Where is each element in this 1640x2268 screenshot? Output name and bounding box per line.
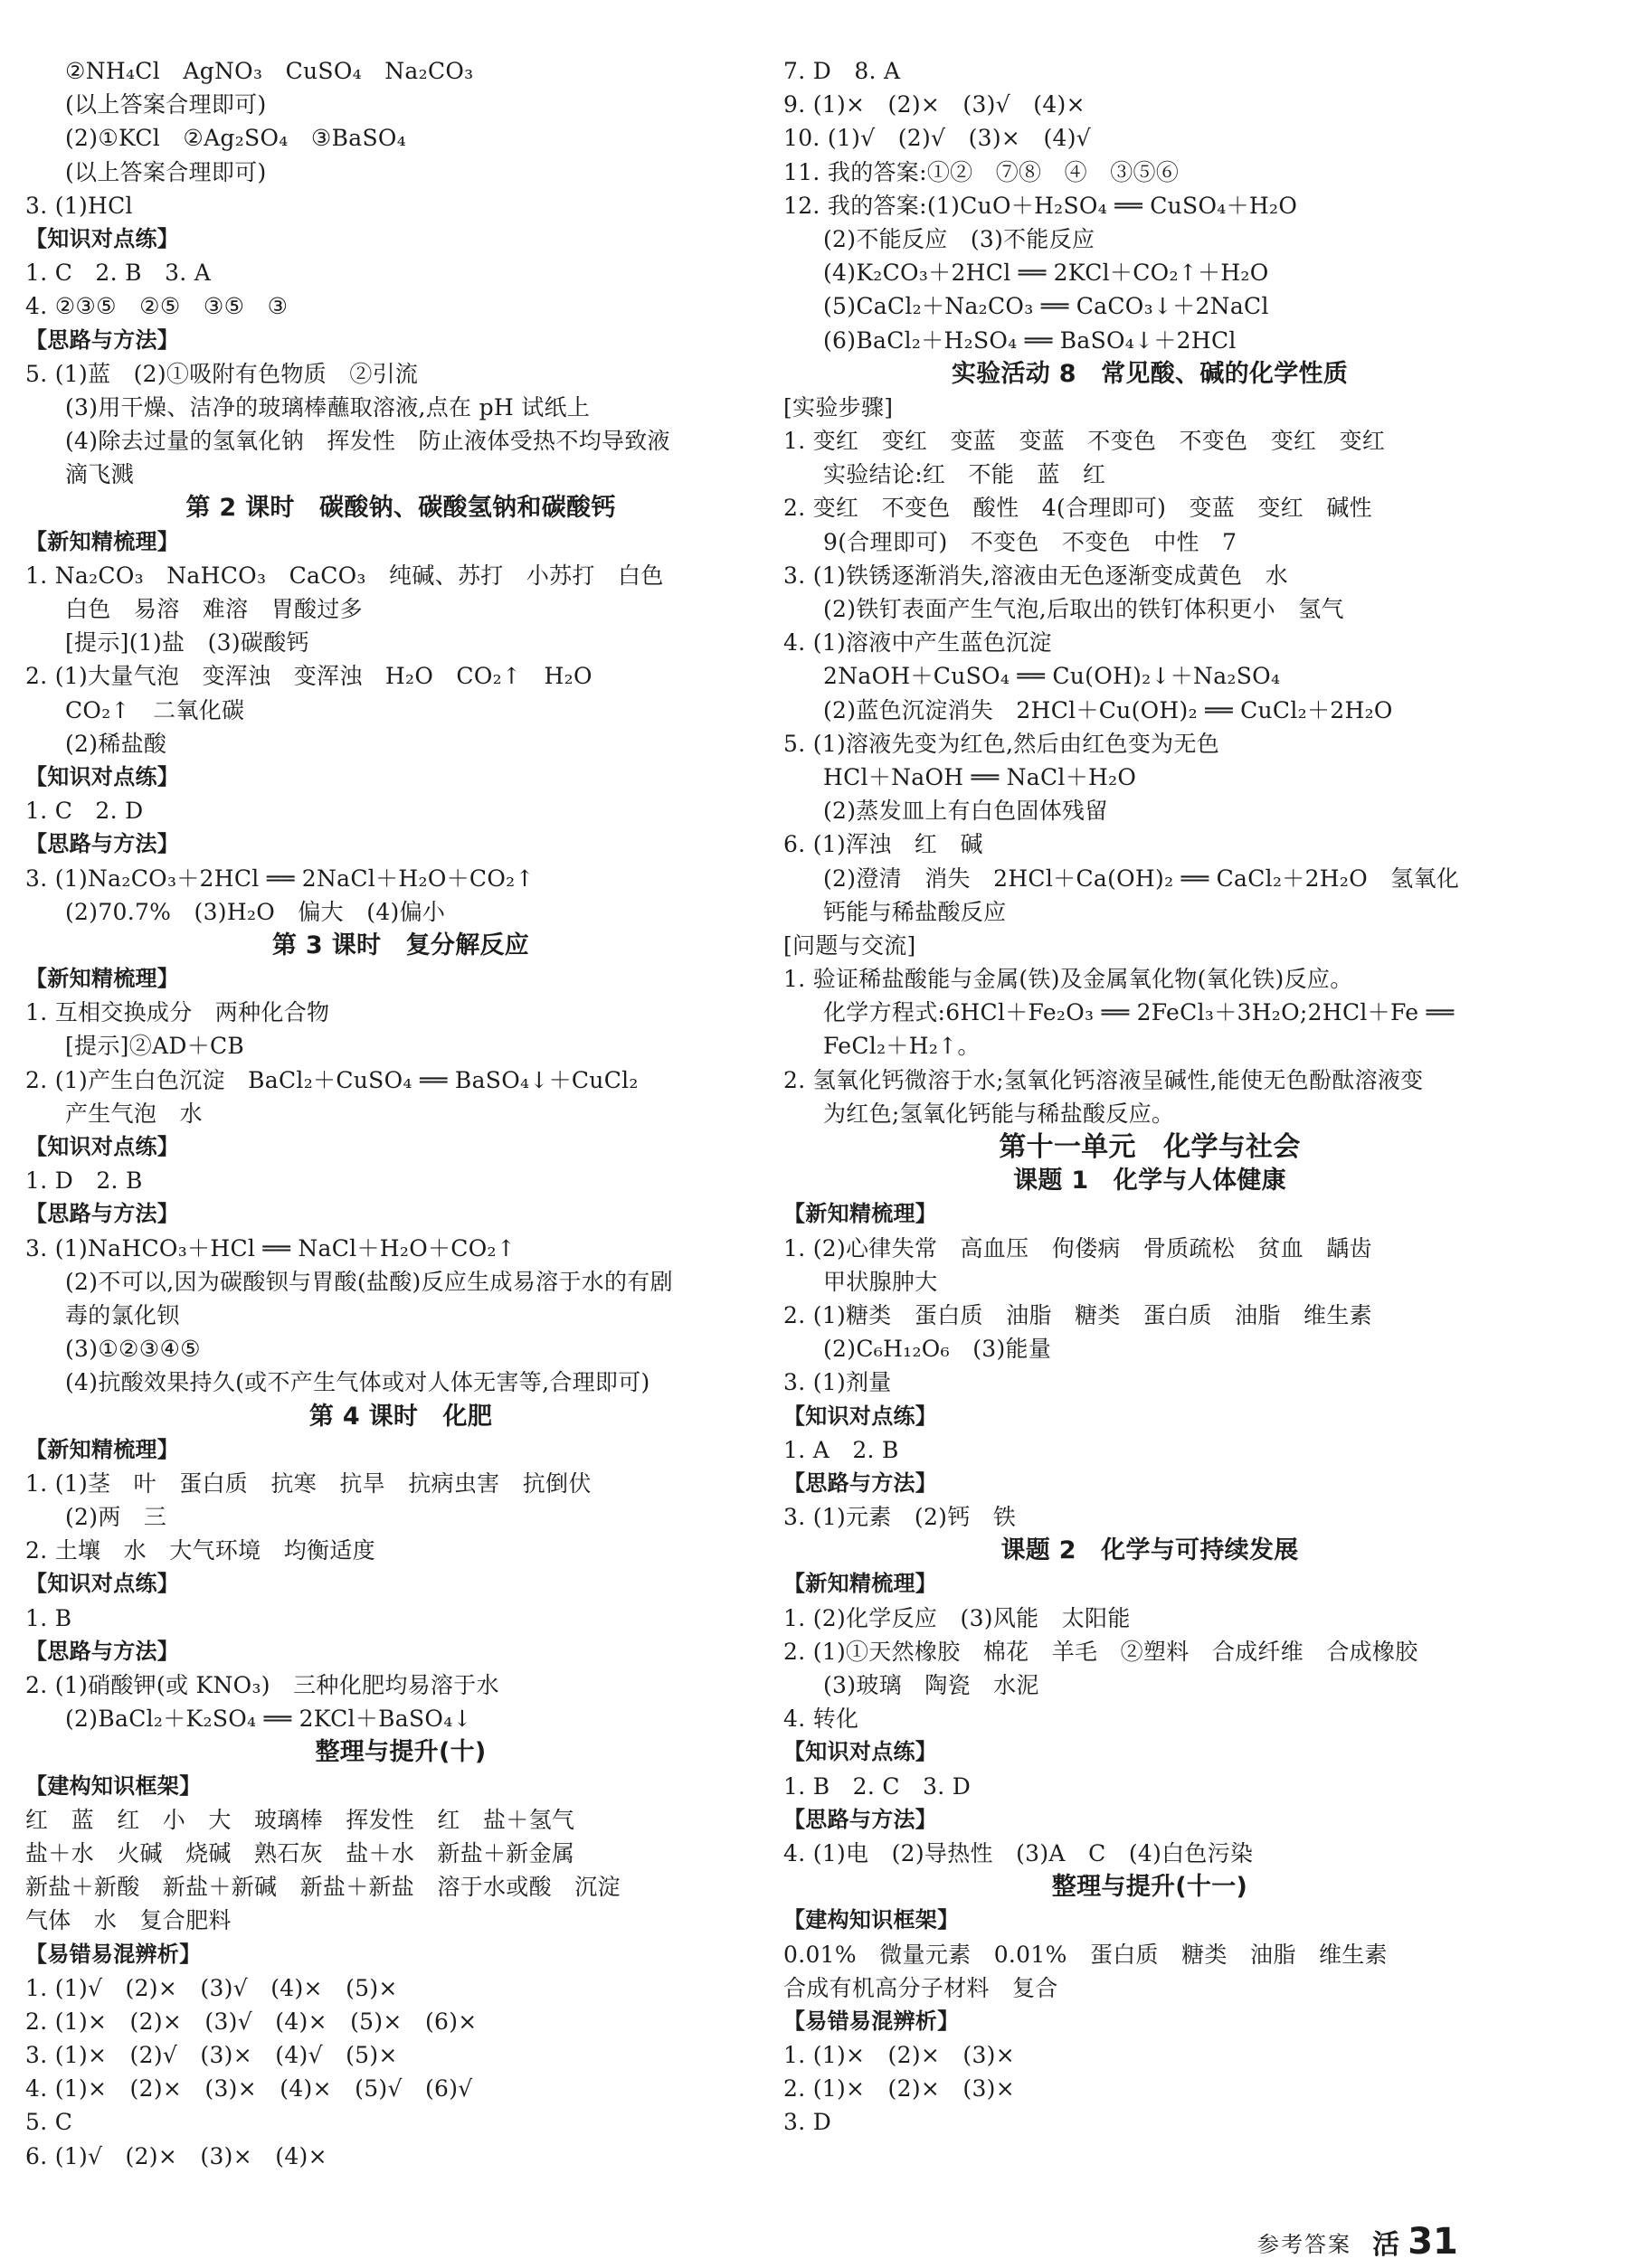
answer-line: 6. (1)浑浊 红 碱 xyxy=(783,831,983,858)
answer-line: 1. (2)化学反应 (3)风能 太阳能 xyxy=(783,1604,1131,1631)
answer-line: 6. (1)√ (2)× (3)× (4)× xyxy=(25,2142,327,2169)
answer-line: 3. (1)元素 (2)钙 铁 xyxy=(783,1504,1017,1531)
answer-line: 气体 水 复合肥料 xyxy=(25,1907,232,1934)
answer-line: (2)两 三 xyxy=(65,1504,167,1531)
answer-line: (3)用干燥、洁净的玻璃棒蘸取溶液,点在 pH 试纸上 xyxy=(65,393,591,421)
answer-line: 2. 氢氧化钙微溶于水;氢氧化钙溶液呈碱性,能使无色酚酞溶液变 xyxy=(783,1066,1424,1093)
lesson-heading: 第 3 课时 复分解反应 xyxy=(271,931,530,959)
section-label: 【新知精梳理】 xyxy=(25,1436,180,1462)
answer-line: (4)K₂CO₃＋2HCl ══ 2KCl＋CO₂↑＋H₂O xyxy=(823,260,1269,287)
answer-line: ②NH₄Cl AgNO₃ CuSO₄ Na₂CO₃ xyxy=(65,58,474,84)
answer-line: 合成有机高分子材料 复合 xyxy=(783,1974,1058,2001)
answer-line: 1. 验证稀盐酸能与金属(铁)及金属氧化物(氧化铁)反应。 xyxy=(783,966,1353,993)
answer-line: 毒的氯化钡 xyxy=(65,1301,180,1328)
section-label: 【思路与方法】 xyxy=(783,1469,938,1496)
answer-line: (3)①②③④⑤ xyxy=(65,1336,201,1363)
section-label: 【新知精梳理】 xyxy=(783,1571,938,1597)
answer-line: 1. (1)茎 叶 蛋白质 抗寒 抗旱 抗病虫害 抗倒伏 xyxy=(25,1469,592,1497)
section-label: 【新知精梳理】 xyxy=(25,966,180,992)
answer-line: 4. ②③⑤ ②⑤ ③⑤ ③ xyxy=(25,293,289,320)
answer-line: 产生气泡 水 xyxy=(65,1100,203,1127)
answer-line: 3. (1)NaHCO₃＋HCl ══ NaCl＋H₂O＋CO₂↑ xyxy=(25,1234,517,1262)
answer-line: 2. (1)①天然橡胶 棉花 羊毛 ②塑料 合成纤维 合成橡胶 xyxy=(783,1638,1418,1665)
left-column xyxy=(25,54,776,2173)
answer-line: 4. 转化 xyxy=(783,1706,859,1733)
answer-line: 1. (1)× (2)× (3)× xyxy=(783,2042,1015,2069)
section-label: 【知识对点练】 xyxy=(783,1739,938,1765)
answer-line: 为红色;氢氧化钙能与稀盐酸反应。 xyxy=(823,1100,1175,1127)
answer-line: 1. Na₂CO₃ NaHCO₃ CaCO₃ 纯碱、苏打 小苏打 白色 xyxy=(25,562,664,589)
answer-line: 2. (1)× (2)× (3)√ (4)× (5)× (6)× xyxy=(25,2008,478,2035)
answer-line: 1. B 2. C 3. D xyxy=(783,1772,972,1800)
footer-prefix: 活 xyxy=(1372,2229,1400,2261)
section-label: 【知识对点练】 xyxy=(25,1134,180,1159)
answer-line: (2)①KCl ②Ag₂SO₄ ③BaSO₄ xyxy=(65,125,407,152)
answer-line: 3. (1)× (2)√ (3)× (4)√ (5)× xyxy=(25,2042,398,2069)
answer-line: (4)抗酸效果持久(或不产生气体或对人体无害等,合理即可) xyxy=(65,1369,650,1396)
answer-line: (4)除去过量的氢氧化钠 挥发性 防止液体受热不均导致液 xyxy=(65,428,670,455)
answer-line: 0.01% 微量元素 0.01% 蛋白质 糖类 油脂 维生素 xyxy=(783,1941,1388,1968)
answer-line: (2)不能反应 (3)不能反应 xyxy=(823,225,1095,252)
answer-line: 4. (1)电 (2)导热性 (3)A C (4)白色污染 xyxy=(783,1839,1254,1866)
answer-line: (2)蓝色沉淀消失 2HCl＋Cu(OH)₂ ══ CuCl₂＋2H₂O xyxy=(823,696,1393,723)
answer-line: 新盐＋新酸 新盐＋新碱 新盐＋新盐 溶于水或酸 沉淀 xyxy=(25,1874,621,1901)
answer-line: FeCl₂＋H₂↑。 xyxy=(823,1033,981,1060)
answer-line: 2. (1)大量气泡 变浑浊 变浑浊 H₂O CO₂↑ H₂O xyxy=(25,663,592,690)
answer-line: (3)玻璃 陶瓷 水泥 xyxy=(823,1672,1039,1698)
answer-line: 3. (1)HCl xyxy=(25,192,133,219)
answer-line: 3. (1)铁锈逐渐消失,溶液由无色逐渐变成黄色 水 xyxy=(783,562,1288,589)
answer-line: 2. (1)糖类 蛋白质 油脂 糖类 蛋白质 油脂 维生素 xyxy=(783,1301,1372,1328)
answer-line: 2. 土壤 水 大气环境 均衡适度 xyxy=(25,1537,375,1564)
answer-line: 1. B xyxy=(25,1604,72,1631)
section-label: 【思路与方法】 xyxy=(25,831,180,857)
lesson-heading: 整理与提升(十一) xyxy=(1051,1873,1248,1902)
page-number: 31 xyxy=(1408,2221,1458,2263)
answer-line: (2)铁钉表面产生气泡,后取出的铁钉体积更小 氢气 xyxy=(823,596,1344,622)
section-label: 【知识对点练】 xyxy=(25,763,180,789)
answer-line: 9(合理即可) 不变色 不变色 中性 7 xyxy=(823,528,1237,555)
answer-line: (2)C₆H₁₂O₆ (3)能量 xyxy=(823,1336,1052,1363)
lesson-heading: 实验活动 8 常见酸、碱的化学性质 xyxy=(951,359,1349,388)
answer-line: 2. (1)硝酸钾(或 KNO₃) 三种化肥均易溶于水 xyxy=(25,1672,499,1698)
answer-line: 7. D 8. A xyxy=(783,58,901,84)
answer-line: 4. (1)溶液中产生蓝色沉淀 xyxy=(783,629,1052,657)
answer-line: 2. (1)产生白色沉淀 BaCl₂＋CuSO₄ ══ BaSO₄↓＋CuCl₂ xyxy=(25,1066,639,1093)
answer-line: 钙能与稀盐酸反应 xyxy=(823,898,1007,925)
section-label: 【新知精梳理】 xyxy=(25,528,180,554)
answer-line: 红 蓝 红 小 大 玻璃棒 挥发性 红 盐＋氢气 xyxy=(25,1806,575,1833)
answer-line: [提示]②AD＋CB xyxy=(65,1033,245,1060)
lesson-heading: 第 2 课时 碳酸钠、碳酸氢钠和碳酸钙 xyxy=(185,494,616,523)
answer-line: 3. (1)剂量 xyxy=(783,1369,892,1396)
section-label: 【知识对点练】 xyxy=(783,1403,938,1429)
answer-line: (2)稀盐酸 xyxy=(65,730,167,757)
answer-line: (以上答案合理即可) xyxy=(65,91,267,118)
answer-line: 化学方程式:6HCl＋Fe₂O₃ ══ 2FeCl₃＋3H₂O;2HCl＋Fe ══ xyxy=(823,999,1455,1026)
answer-line: 盐＋水 火碱 烧碱 熟石灰 盐＋水 新盐＋新金属 xyxy=(25,1839,575,1866)
answer-line: 5. (1)溶液先变为红色,然后由红色变为无色 xyxy=(783,730,1220,757)
section-label: 【建构知识框架】 xyxy=(783,1907,960,1933)
answer-line: HCl＋NaOH ══ NaCl＋H₂O xyxy=(823,763,1137,790)
section-label: 【易错易混辨析】 xyxy=(783,2008,960,2034)
section-label: 【知识对点练】 xyxy=(25,1571,180,1597)
answer-line: CO₂↑ 二氧化碳 xyxy=(65,696,245,723)
section-label: 【思路与方法】 xyxy=(25,326,180,353)
section-label: 【建构知识框架】 xyxy=(25,1772,202,1799)
answer-line: 10. (1)√ (2)√ (3)× (4)√ xyxy=(783,125,1091,152)
answer-line: (以上答案合理即可) xyxy=(65,158,267,185)
lesson-heading: 课题 1 化学与人体健康 xyxy=(1013,1167,1286,1195)
answer-line: 11. 我的答案:①② ⑦⑧ ④ ③⑤⑥ xyxy=(783,158,1180,185)
page-footer xyxy=(1257,2221,1458,2261)
answer-line: 5. C xyxy=(25,2109,73,2136)
section-label: 【思路与方法】 xyxy=(25,1201,180,1227)
footer-label: 参考答案 xyxy=(1257,2231,1351,2257)
answer-line: 1. A 2. B xyxy=(783,1436,899,1463)
section-label: 【思路与方法】 xyxy=(783,1806,938,1832)
answer-line: 1. (2)心律失常 高血压 佝偻病 骨质疏松 贫血 龋齿 xyxy=(783,1234,1372,1262)
answer-line: 1. 变红 变红 变蓝 变蓝 不变色 不变色 变红 变红 xyxy=(783,428,1386,455)
lesson-heading: 课题 2 化学与可持续发展 xyxy=(1000,1536,1299,1565)
answer-line: (5)CaCl₂＋Na₂CO₃ ══ CaCO₃↓＋2NaCl xyxy=(823,293,1269,320)
answer-line: 滴飞溅 xyxy=(65,461,134,488)
answer-line: 2. 变红 不变色 酸性 4(合理即可) 变蓝 变红 碱性 xyxy=(783,495,1372,522)
answer-line: 1. C 2. D xyxy=(25,798,144,825)
answer-line: 1. (1)√ (2)× (3)√ (4)× (5)× xyxy=(25,1974,398,2001)
lesson-heading: 第 4 课时 化肥 xyxy=(308,1402,493,1431)
answer-line: 2NaOH＋CuSO₄ ══ Cu(OH)₂↓＋Na₂SO₄ xyxy=(823,663,1281,690)
answer-line: 2. (1)× (2)× (3)× xyxy=(783,2075,1015,2103)
lesson-heading: 第十一单元 化学与社会 xyxy=(999,1131,1301,1163)
answer-line: (2)不可以,因为碳酸钡与胃酸(盐酸)反应生成易溶于水的有剧 xyxy=(65,1268,673,1295)
answer-line: 5. (1)蓝 (2)①吸附有色物质 ②引流 xyxy=(25,360,419,387)
answer-line: 12. 我的答案:(1)CuO＋H₂SO₄ ══ CuSO₄＋H₂O xyxy=(783,192,1298,219)
answer-line: 4. (1)× (2)× (3)× (4)× (5)√ (6)√ xyxy=(25,2075,473,2103)
answer-line: [实验步骤] xyxy=(783,393,894,421)
answer-line: 实验结论:红 不能 蓝 红 xyxy=(823,461,1106,488)
answer-line: 1. D 2. B xyxy=(25,1167,143,1195)
section-label: 【新知精梳理】 xyxy=(783,1201,938,1227)
answer-line: 1. 互相交换成分 两种化合物 xyxy=(25,999,330,1026)
answer-line: (2)蒸发皿上有白色固体残留 xyxy=(823,798,1108,825)
answer-line: [提示](1)盐 (3)碳酸钙 xyxy=(65,629,309,657)
answer-line: (2)澄清 消失 2HCl＋Ca(OH)₂ ══ CaCl₂＋2H₂O 氢氧化 xyxy=(823,865,1460,892)
section-label: 【易错易混辨析】 xyxy=(25,1941,202,1967)
answer-line: (2)70.7% (3)H₂O 偏大 (4)偏小 xyxy=(65,898,446,925)
right-column xyxy=(783,54,1516,2140)
answer-line: 9. (1)× (2)× (3)√ (4)× xyxy=(783,91,1085,118)
answer-line: (2)BaCl₂＋K₂SO₄ ══ 2KCl＋BaSO₄↓ xyxy=(65,1706,472,1733)
answer-line: 3. (1)Na₂CO₃＋2HCl ══ 2NaCl＋H₂O＋CO₂↑ xyxy=(25,865,535,892)
answer-line: 白色 易溶 难溶 胃酸过多 xyxy=(65,596,363,622)
answer-line: [问题与交流] xyxy=(783,931,916,959)
section-label: 【知识对点练】 xyxy=(25,225,180,251)
section-label: 【思路与方法】 xyxy=(25,1638,180,1664)
answer-line: 1. C 2. B 3. A xyxy=(25,260,212,287)
answer-line: 甲状腺肿大 xyxy=(823,1268,938,1295)
lesson-heading: 整理与提升(十) xyxy=(315,1738,487,1767)
answer-line: (6)BaCl₂＋H₂SO₄ ══ BaSO₄↓＋2HCl xyxy=(823,326,1237,354)
answer-line: 3. D xyxy=(783,2109,832,2136)
